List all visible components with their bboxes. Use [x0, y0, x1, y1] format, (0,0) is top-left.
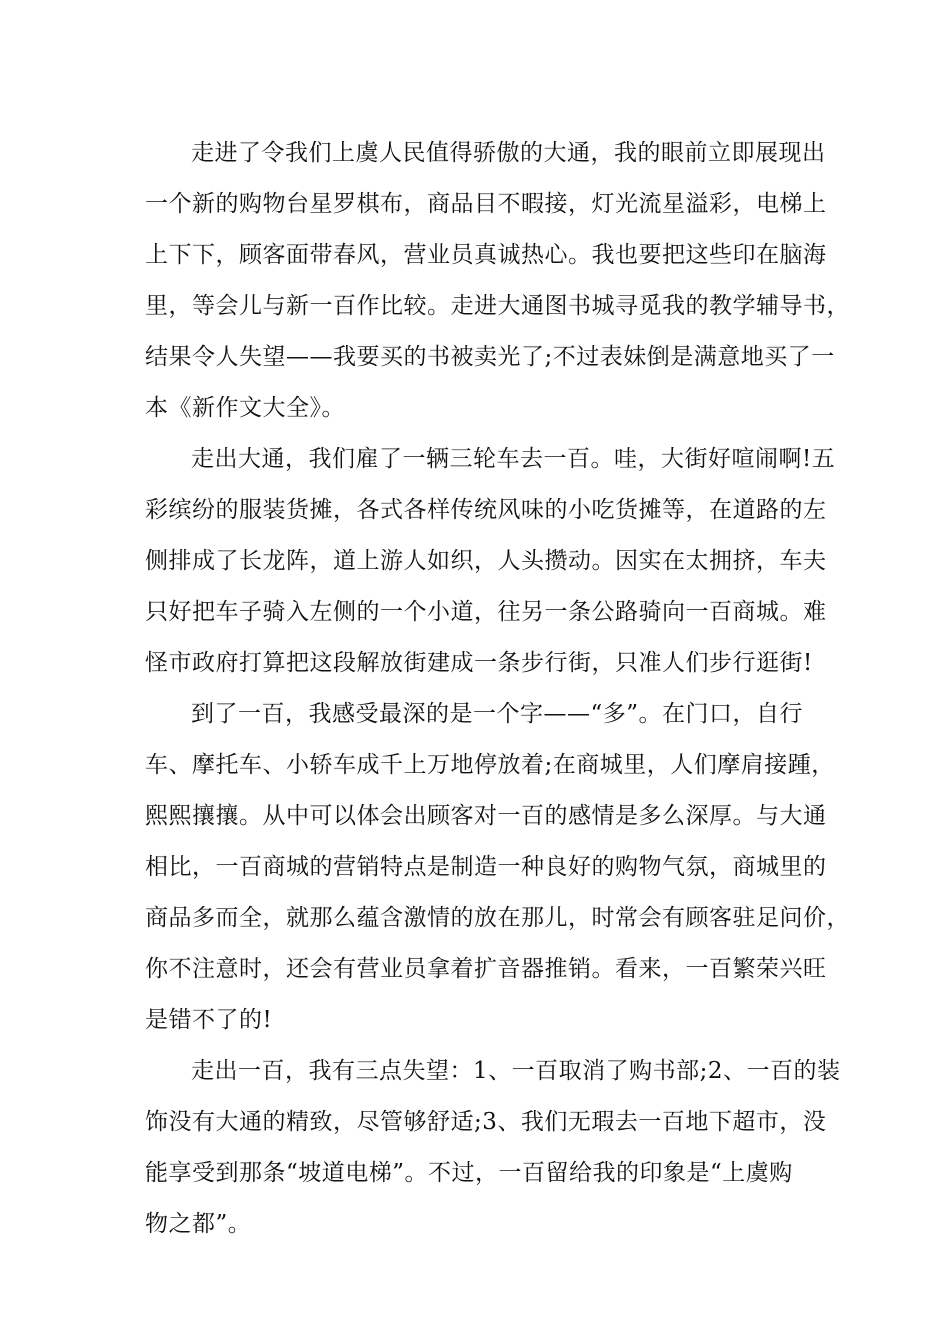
text-line: 车、摩托车、小轿车成千上万地停放着;在商城里，人们摩肩接踵，	[145, 752, 835, 778]
text-line: 本《新作文大全》。	[145, 395, 345, 421]
paragraph-2	[145, 434, 836, 689]
text-line: 走出一百，我有三点失望：1、一百取消了购书部;2、一百的装	[191, 1058, 841, 1084]
text-line: 一个新的购物台星罗棋布，商品目不暇接，灯光流星溢彩，电梯上	[145, 191, 827, 217]
document-body	[145, 128, 850, 1250]
text-line: 只好把车子骑入左侧的一个小道，往另一条公路骑向一百商城。难	[145, 599, 827, 625]
text-line: 里，等会儿与新一百作比较。走进大通图书城寻觅我的教学辅导书，	[145, 293, 850, 319]
paragraph-4	[145, 1046, 841, 1250]
text-line: 怪市政府打算把这段解放街建成一条步行街，只准人们步行逛街!	[145, 650, 813, 676]
text-line: 走出大通，我们雇了一辆三轮车去一百。哇，大街好喧闹啊!五	[191, 446, 836, 472]
text-line: 结果令人失望——我要买的书被卖光了;不过表妹倒是满意地买了一	[145, 344, 835, 370]
text-line: 相比，一百商城的营销特点是制造一种良好的购物气氛，商城里的	[145, 854, 827, 880]
text-line: 商品多而全，就那么蕴含激情的放在那儿，时常会有顾客驻足问价，	[145, 905, 850, 931]
text-line: 饰没有大通的精致，尽管够舒适;3、我们无瑕去一百地下超市，没	[145, 1109, 827, 1135]
text-line: 你不注意时，还会有营业员拿着扩音器推销。看来，一百繁荣兴旺	[145, 956, 827, 982]
paragraph-3	[145, 689, 850, 1046]
text-line: 熙熙攘攘。从中可以体会出顾客对一百的感情是多么深厚。与大通	[145, 803, 827, 829]
text-line: 是错不了的!	[145, 1007, 273, 1033]
text-line: 到了一百，我感受最深的是一个字——“多”。在门口，自行	[191, 701, 804, 727]
text-line: 侧排成了长龙阵，道上游人如织，人头攒动。因实在太拥挤，车夫	[145, 548, 827, 574]
text-line: 能享受到那条“坡道电梯”。不过，一百留给我的印象是“上虞购	[145, 1160, 793, 1186]
paragraph-1	[145, 128, 850, 434]
text-line: 上下下，顾客面带春风，营业员真诚热心。我也要把这些印在脑海	[145, 242, 827, 268]
text-line: 物之都”。	[145, 1211, 252, 1237]
text-line: 彩缤纷的服装货摊，各式各样传统风味的小吃货摊等，在道路的左	[145, 497, 827, 523]
text-line: 走进了令我们上虞人民值得骄傲的大通，我的眼前立即展现出	[191, 140, 826, 166]
